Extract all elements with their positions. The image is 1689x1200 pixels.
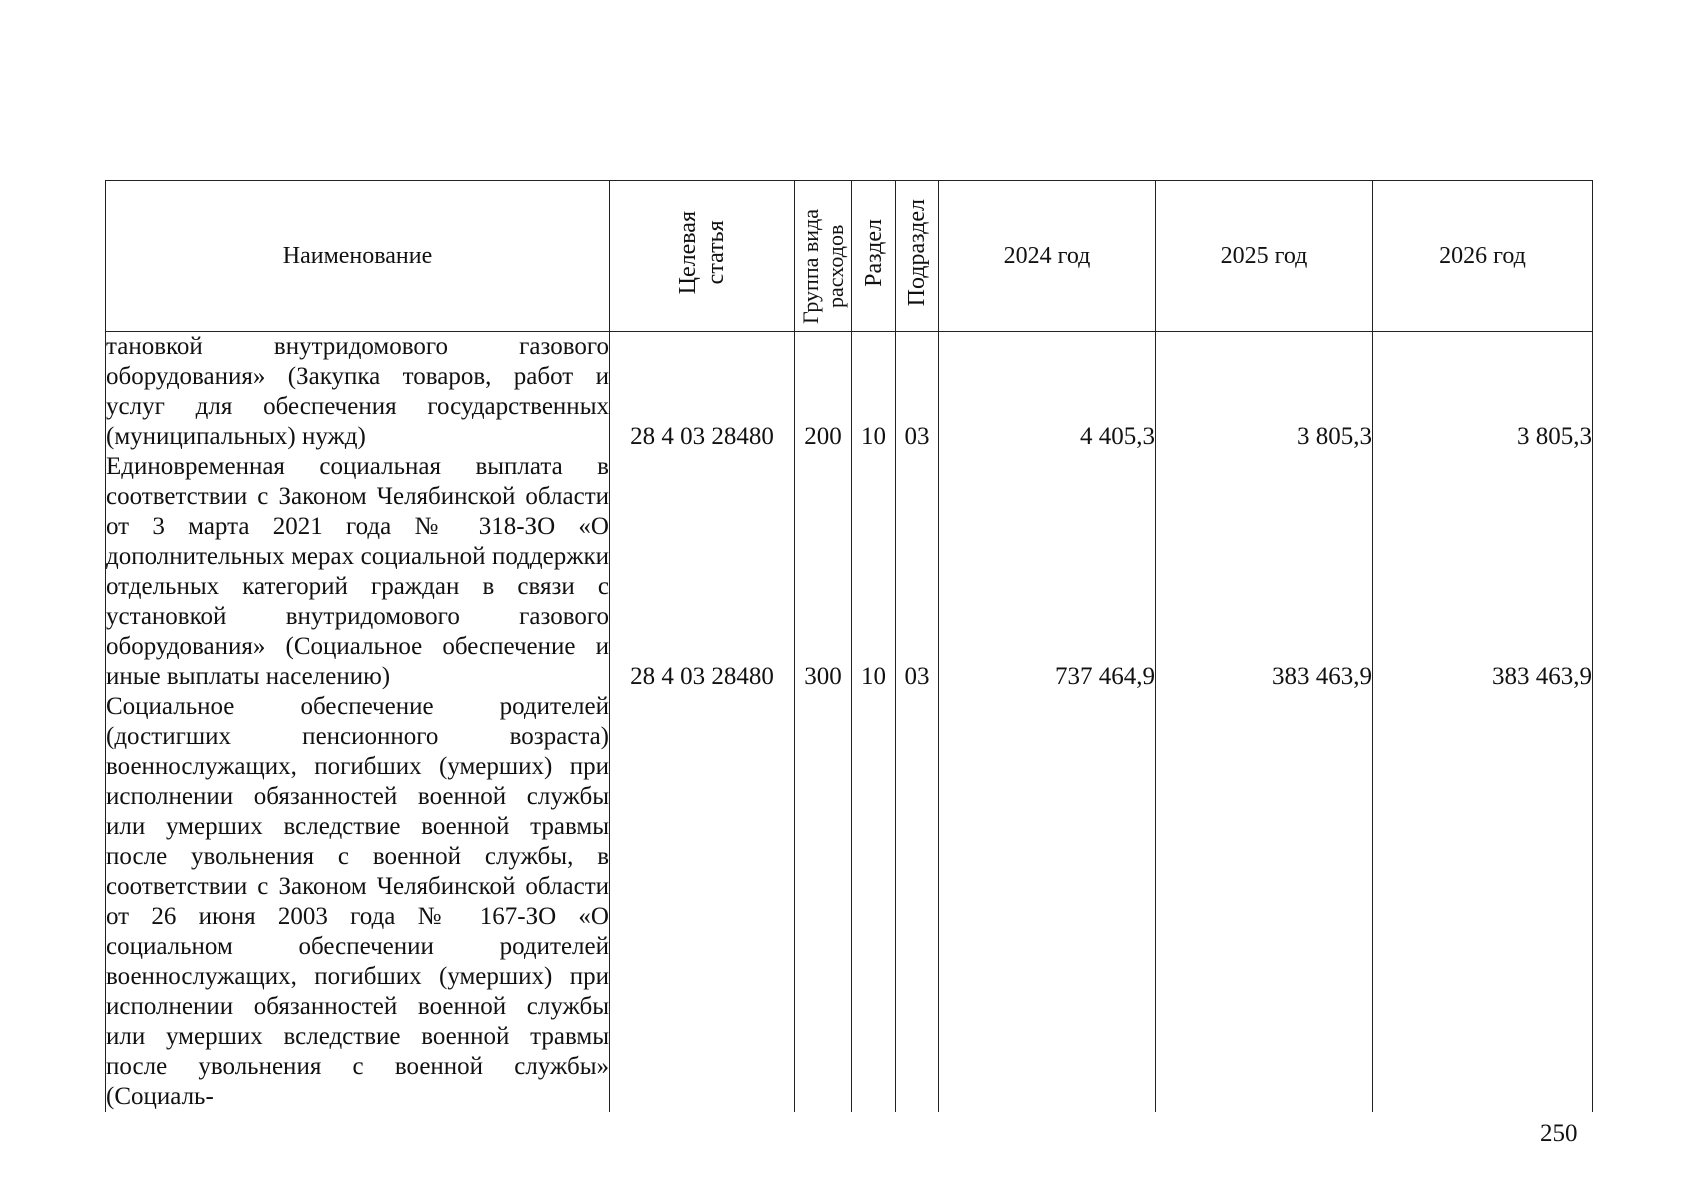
header-year-2026: 2026 год [1373,181,1593,332]
row-name: Социальное обеспечение родителей (достигших пенсионного возраста) военнослужащих, погибших (умерших) при исполнении обязанностей военной службы или умерших вследствие военной травмы после увольнения с военной службы, в соответствии с Законом Челябинской области от 26 июня 2003 года № 167-ЗО «О социальном обеспечении родителей военнослужащих, погибших (умерших) при исполнении обязанностей военной службы или умерших вследствие военной травмы после увольнения с военной службы» (Социаль- [106,693,609,1110]
table-row [106,692,1593,1112]
row-name: Единовременная социальная выплата в соответствии с Законом Челябинской области от 3 марта 2021 года № 318-ЗО «О дополнительных мерах социальной поддержки отдельных категорий граждан в связи с установкой внутридомового газового оборудования» (Социальное обеспечение и иные выплаты населению) [106,453,609,690]
header-subsection: Подраздел [896,181,939,332]
row-amount-2024: 4 405,3 [939,332,1156,453]
row-target-article: 28 4 03 28480 [610,452,795,692]
row-amount-2025: 3 805,3 [1156,332,1373,453]
header-year-2024: 2024 год [939,181,1156,332]
row-target-article [610,692,795,1112]
row-expense-group: 200 [795,332,852,453]
row-section: 10 [852,332,896,453]
row-name: тановкой внутридомового газового оборудования» (Закупка товаров, работ и услуг для обеспечения государственных (муниципальных) нужд) [106,333,609,450]
row-section: 10 [852,452,896,692]
table-row [106,452,1593,692]
row-subsection: 03 [896,452,939,692]
row-expense-group [795,692,852,1112]
row-amount-2026: 3 805,3 [1373,332,1593,453]
header-year-2025: 2025 год [1156,181,1373,332]
budget-table [105,180,1593,1112]
row-amount-2026 [1373,692,1593,1112]
row-section [852,692,896,1112]
row-subsection: 03 [896,332,939,453]
header-expense-group: Группа вида расходов [795,181,852,332]
table-header [106,181,1593,332]
row-target-article: 28 4 03 28480 [610,332,795,453]
row-amount-2026: 383 463,9 [1373,452,1593,692]
table-row [106,332,1593,453]
page-number: 250 [1540,1120,1578,1147]
row-amount-2025 [1156,692,1373,1112]
header-name: Наименование [106,181,610,332]
row-amount-2024 [939,692,1156,1112]
row-expense-group: 300 [795,452,852,692]
row-amount-2025: 383 463,9 [1156,452,1373,692]
header-section: Раздел [852,181,896,332]
row-subsection [896,692,939,1112]
header-target-article: Целевая статья [610,181,795,332]
row-amount-2024: 737 464,9 [939,452,1156,692]
